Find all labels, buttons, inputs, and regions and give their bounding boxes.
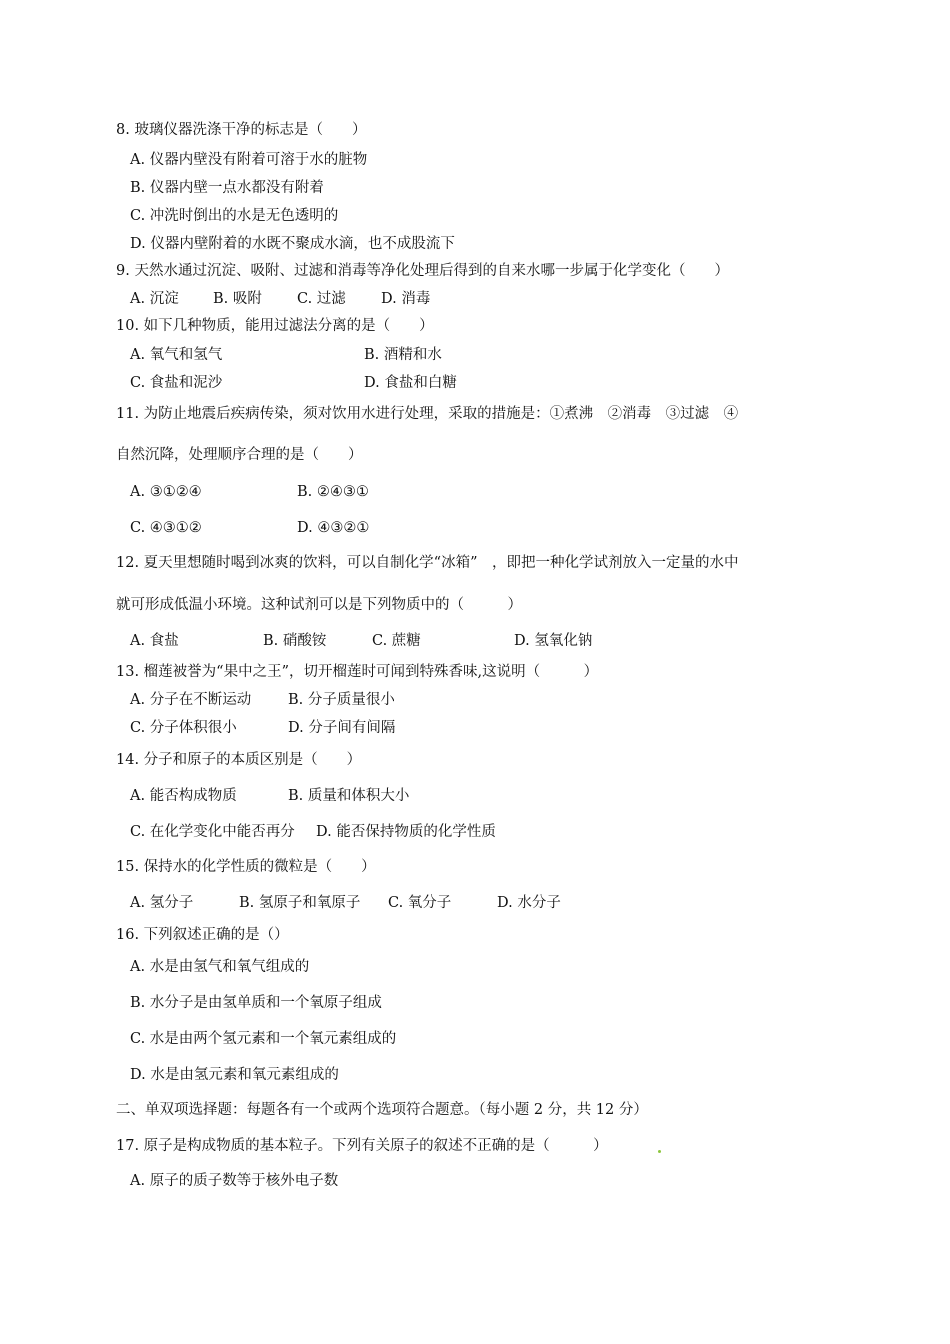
q16-option-a: A. 水是由氢气和氧气组成的 xyxy=(130,959,310,975)
q10-option-a: A. 氧气和氢气 xyxy=(130,347,223,363)
q10-option-c: C. 食盐和泥沙 xyxy=(130,375,223,391)
q9-option-d: D. 消毒 xyxy=(381,291,431,307)
q14-option-a: A. 能否构成物质 xyxy=(130,788,237,804)
q15-stem: 15. 保持水的化学性质的微粒是（ ） xyxy=(116,859,376,875)
q13-option-b: B. 分子质量很小 xyxy=(288,692,395,708)
q8-stem: 8. 玻璃仪器洗涤干净的标志是（ ） xyxy=(116,122,367,138)
q16-option-c: C. 水是由两个氢元素和一个氧元素组成的 xyxy=(130,1031,397,1047)
q16-option-b: B. 水分子是由氢单质和一个氧原子组成 xyxy=(130,995,382,1011)
q10-option-b: B. 酒精和水 xyxy=(364,347,442,363)
q14-option-b: B. 质量和体积大小 xyxy=(288,788,410,804)
q11-option-a: A. ③①②④ xyxy=(130,484,202,500)
q8-option-d: D. 仪器内壁附着的水既不聚成水滴，也不成股流下 xyxy=(130,236,455,252)
q12-stem-line1: 12. 夏天里想随时喝到冰爽的饮料，可以自制化学“冰箱” ，即把一种化学试剂放入一定量的水中 xyxy=(116,555,739,571)
q16-option-d: D. 水是由氢元素和氧元素组成的 xyxy=(130,1067,339,1083)
q10-option-d: D. 食盐和白糖 xyxy=(364,375,457,391)
q9-option-b: B. 吸附 xyxy=(213,291,262,307)
q11-stem-line1: 11. 为防止地震后疾病传染，须对饮用水进行处理，采取的措施是：①煮沸 ②消毒 ③过滤 ④ xyxy=(116,406,739,422)
q12-option-b: B. 硝酸铵 xyxy=(263,633,327,649)
q11-option-d: D. ④③②① xyxy=(297,520,370,536)
q14-stem: 14. 分子和原子的本质区别是（ ） xyxy=(116,752,362,768)
q11-option-b: B. ②④③① xyxy=(297,484,369,500)
q9-option-a: A. 沉淀 xyxy=(130,291,179,307)
q13-option-d: D. 分子间有间隔 xyxy=(288,720,396,736)
q12-option-d: D. 氢氧化钠 xyxy=(514,633,593,649)
q8-option-a: A. 仪器内壁没有附着可溶于水的脏物 xyxy=(130,152,368,168)
q14-option-c: C. 在化学变化中能否再分 xyxy=(130,824,295,840)
q12-option-c: C. 蔗糖 xyxy=(372,633,421,649)
q14-option-d: D. 能否保持物质的化学性质 xyxy=(316,824,496,840)
q15-option-a: A. 氢分子 xyxy=(130,895,194,911)
q13-option-c: C. 分子体积很小 xyxy=(130,720,237,736)
q13-option-a: A. 分子在不断运动 xyxy=(130,692,252,708)
q13-stem: 13. 榴莲被誉为“果中之王”，切开榴莲时可闻到特殊香味,这说明（ ） xyxy=(116,664,599,680)
q10-stem: 10. 如下几种物质，能用过滤法分离的是（ ） xyxy=(116,318,434,334)
q11-stem-line2: 自然沉降，处理顺序合理的是（ ） xyxy=(116,447,363,463)
q9-stem: 9. 天然水通过沉淀、吸附、过滤和消毒等净化处理后得到的自来水哪一步属于化学变化（ ） xyxy=(116,263,729,279)
q11-option-c: C. ④③①② xyxy=(130,520,202,536)
q16-stem: 16. 下列叙述正确的是（） xyxy=(116,927,289,943)
q17-stem: 17. 原子是构成物质的基本粒子。下列有关原子的叙述不正确的是（ ） xyxy=(116,1138,608,1154)
q8-option-b: B. 仪器内壁一点水都没有附着 xyxy=(130,180,324,196)
q8-option-c: C. 冲洗时倒出的水是无色透明的 xyxy=(130,208,339,224)
q12-option-a: A. 食盐 xyxy=(130,633,179,649)
q15-option-b: B. 氢原子和氧原子 xyxy=(239,895,361,911)
section-heading: 二、单双项选择题：每题各有一个或两个选项符合题意。（每小题 2 分，共 12 分） xyxy=(116,1102,648,1118)
q17-option-a: A. 原子的质子数等于核外电子数 xyxy=(130,1173,339,1189)
q15-option-c: C. 氧分子 xyxy=(388,895,452,911)
q15-option-d: D. 水分子 xyxy=(497,895,561,911)
q12-stem-line2: 就可形成低温小环境。这种试剂可以是下列物质中的（ ） xyxy=(116,597,522,613)
q9-option-c: C. 过滤 xyxy=(297,291,346,307)
speck-mark xyxy=(658,1150,661,1153)
